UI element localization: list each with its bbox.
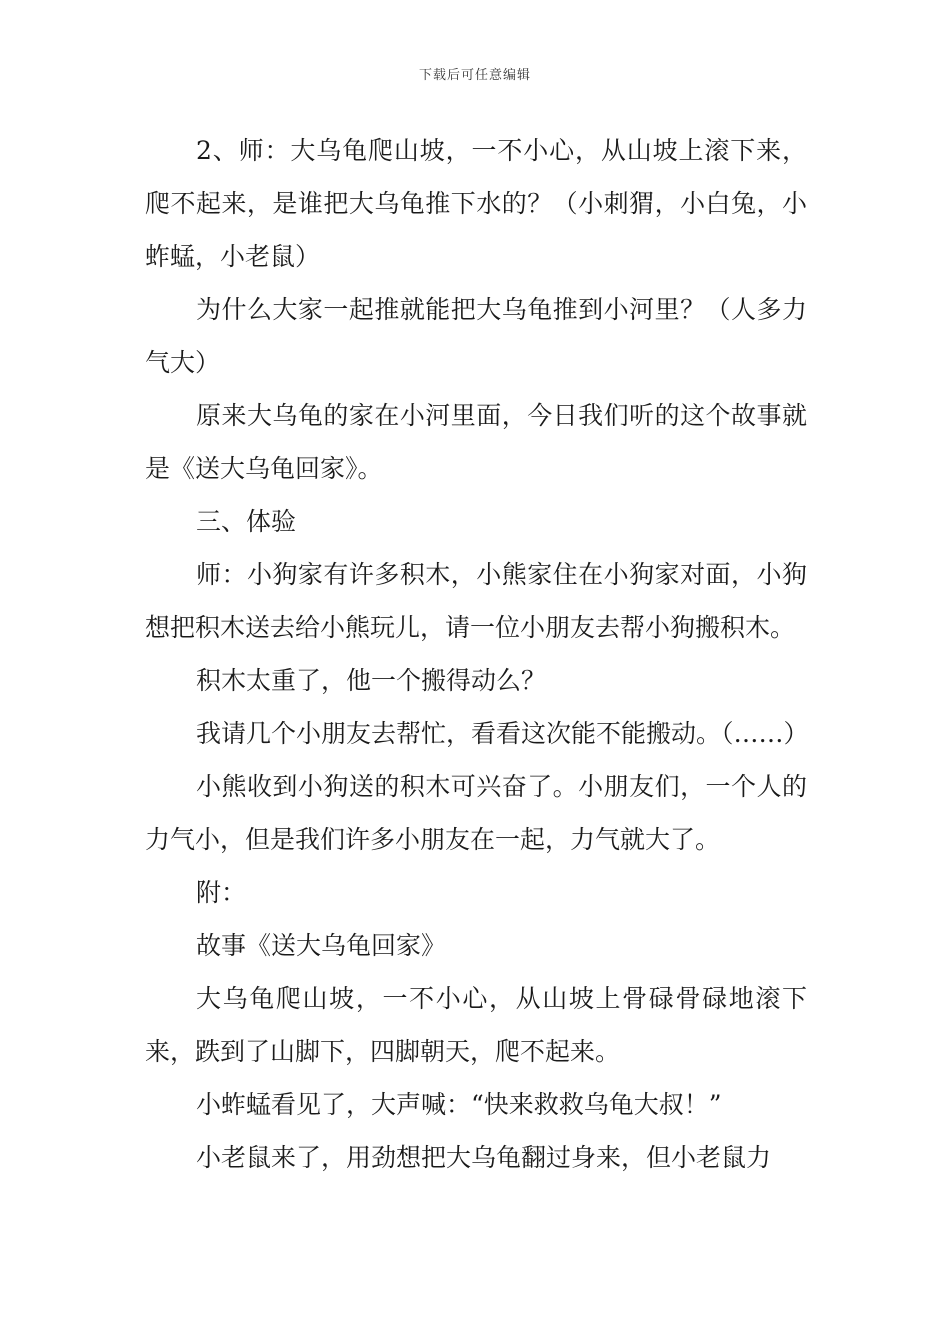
story-paragraph-2: 小蚱蜢看见了，大声喊：“快来救救乌龟大叔！” — [196, 1090, 722, 1119]
paragraph-conclusion: 小熊收到小狗送的积木可兴奋了。小朋友们，一个人的力气小，但是我们许多小朋友在一起，力气就大了。 — [145, 772, 807, 854]
paragraph-why-question: 为什么大家一起推就能把大乌龟推到小河里？（人多力气大） — [145, 295, 807, 377]
paragraph-too-heavy: 积木太重了，他一个搬得动么？ — [196, 666, 547, 695]
section-heading-experience: 三、体验 — [196, 507, 297, 536]
appendix-label: 附： — [196, 878, 247, 907]
story-paragraph-3: 小老鼠来了，用劲想把大乌龟翻过身来，但小老鼠力 — [196, 1143, 772, 1172]
paragraph-teacher-question: 2、师：大乌龟爬山坡，一不小心，从山坡上滚下来，爬不起来，是谁把大乌龟推下水的？（小刺猬，小白兔，小蚱蜢，小老鼠） — [145, 136, 807, 271]
document-body — [145, 124, 807, 1184]
story-paragraph-1: 大乌龟爬山坡，一不小心，从山坡上骨碌骨碌地滚下来，跌到了山脚下，四脚朝天，爬不起来。 — [145, 984, 807, 1066]
paragraph-ask-help: 我请几个小朋友去帮忙，看看这次能不能搬动。（……） — [196, 719, 809, 748]
story-title: 故事《送大乌龟回家》 — [196, 931, 447, 960]
paragraph-building-blocks: 师：小狗家有许多积木，小熊家住在小狗家对面，小狗想把积木送去给小熊玩儿，请一位小朋友去帮小狗搬积木。 — [145, 560, 807, 642]
page-header: 下载后可任意编辑 — [418, 68, 531, 83]
paragraph-story-intro: 原来大乌龟的家在小河里面，今日我们听的这个故事就是《送大乌龟回家》。 — [145, 401, 807, 483]
